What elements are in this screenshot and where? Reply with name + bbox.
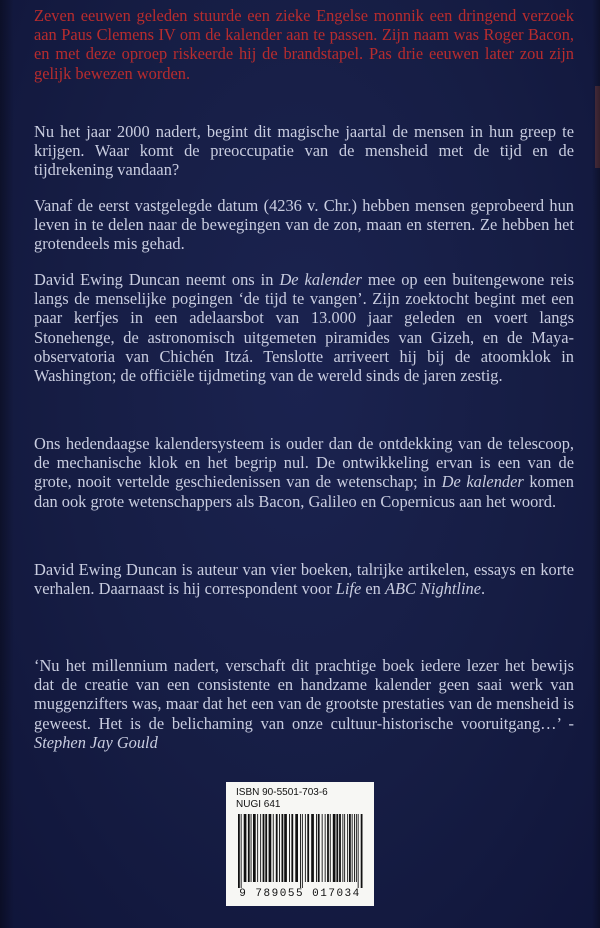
barcode-bar [336,814,338,882]
ean-digits: 9 789055 017034 [239,888,361,900]
barcode-bar [311,814,314,882]
barcode-bar [318,814,320,882]
barcode-bar [342,814,343,882]
barcode-bar [257,814,258,882]
program-title: ABC Nightline [384,579,482,599]
barcode-bar [263,814,265,882]
review-quote [34,656,574,752]
magazine-title: Life [335,579,362,599]
barcode-bar [330,814,331,882]
paragraph-text: komen dan ook grote wetenschappers als Bacon, Galileo en Copernicus aan het woord. [34,472,574,511]
barcode-bar [238,814,240,888]
barcode-bar [273,814,274,882]
barcode-bar [307,814,309,882]
barcode-bar [253,814,256,882]
isbn-number: ISBN 90-5501-703-6 [236,787,328,798]
barcode-bar [302,814,303,888]
barcode-bar [305,814,306,882]
barcode-bar [325,814,326,882]
barcode-bar [349,814,351,882]
barcode-bar [300,814,301,888]
barcode-bar [347,814,348,882]
barcode-bar [276,814,278,882]
barcode-bar [358,814,359,888]
nugi-code: NUGI 641 [236,799,281,810]
barcode-bar [322,814,323,882]
book-title: De kalender [279,270,362,289]
barcode-label [226,782,374,906]
barcode-bar [327,814,329,882]
quote-text: ‘Nu het millennium nadert, verschaft dit prachtige boek iedere lezer het bewijs dat de creatie van een consistente en handzame kalender geen saai werk van muggenzifters was, maar dat het een van de grootste prestaties van de mensheid is geweest. Het is de belichaming van onze cultuur-historische vooruitgang…’ [34,656,574,733]
barcode-bar [289,814,290,882]
barcode-bar [344,814,345,882]
body-paragraph-2: Vanaf de eerst vastgelegde datum (4236 v. Chr.) hebben mensen geprobeerd hun leven in te delen naar de bewegingen van de zon, maan en sterren. Ze hebben het grotendeels mis gehad. [34,196,574,254]
barcode-bar [265,814,267,882]
paragraph-text: Ons hedendaagse kalendersysteem is ouder dan de ontdekking van de telescoop, de mechanische klok en het begrip nul. De ontwikkeling ervan is een van de grote, nooit vertelde geschiedenissen van de wetenschap; in [34,434,574,492]
bio-text: David Ewing Duncan is auteur van vier boeken, talrijke artikelen, essays en korte verhalen. Daarnaast is hij correspondent voor [34,560,574,599]
bio-text: en [361,579,385,599]
barcode-bar [279,814,280,882]
body-paragraph-1: Nu het jaar 2000 nadert, begint dit magische jaartal de mensen in hun greep te krijgen. Waar komt de preoccupatie van de mensheid met de tijd en de tijdrekening vandaan? [34,122,574,180]
bio-text: . [481,579,486,599]
paragraph-text: David Ewing Duncan neemt ons in [34,270,280,289]
paragraph-text: mee op een buitengewone reis langs de menselijke pogingen ‘de tijd te vangen’. Zijn zoektocht begint met een paar kerfjes in een adelaarsbot van 13.000 jaar geleden en voert langs Stonehenge, de astronomisch uitgemeten piramides van Gizeh, en de Maya-observatoria van Chichén Itzá. Tenslotte arriveert hij bij de atoomklok in Washington; de officiële tijdmeting van de wereld sinds de jaren zestig. [34,270,574,386]
barcode-bar [241,814,242,888]
barcode-bar [251,814,252,882]
barcode-bar [295,814,298,882]
barcode-bars [236,814,364,888]
barcode-bar [333,814,336,882]
barcode-bar [284,814,287,882]
intro-paragraph: Zeven eeuwen geleden stuurde een zieke Engelse monnik een dringend verzoek aan Paus Clemens IV om de kalender aan te passen. Zijn naam was Roger Bacon, en met deze oproep riskeerde hij de brandstapel. Pas drie eeuwen later zou zijn gelijk bewezen worden. [34,6,574,83]
barcode-bar [316,814,317,882]
quote-separator: - [560,713,574,733]
barcode-bar [354,814,355,882]
barcode-bar [291,814,293,882]
barcode-bar [248,814,250,882]
spine-accent [595,86,600,168]
body-paragraph-3 [34,270,574,385]
barcode-bar [282,814,284,882]
barcode-bar [339,814,341,882]
book-title: De kalender [441,472,524,492]
barcode-bar [356,814,357,882]
barcode-bar [244,814,247,882]
barcode-bar [361,814,363,888]
body-paragraph-4 [34,434,574,511]
author-bio [34,560,574,598]
quote-attribution: Stephen Jay Gould [34,732,158,752]
barcode-bar [352,814,353,882]
barcode-bar [269,814,272,882]
barcode-bar [260,814,261,882]
